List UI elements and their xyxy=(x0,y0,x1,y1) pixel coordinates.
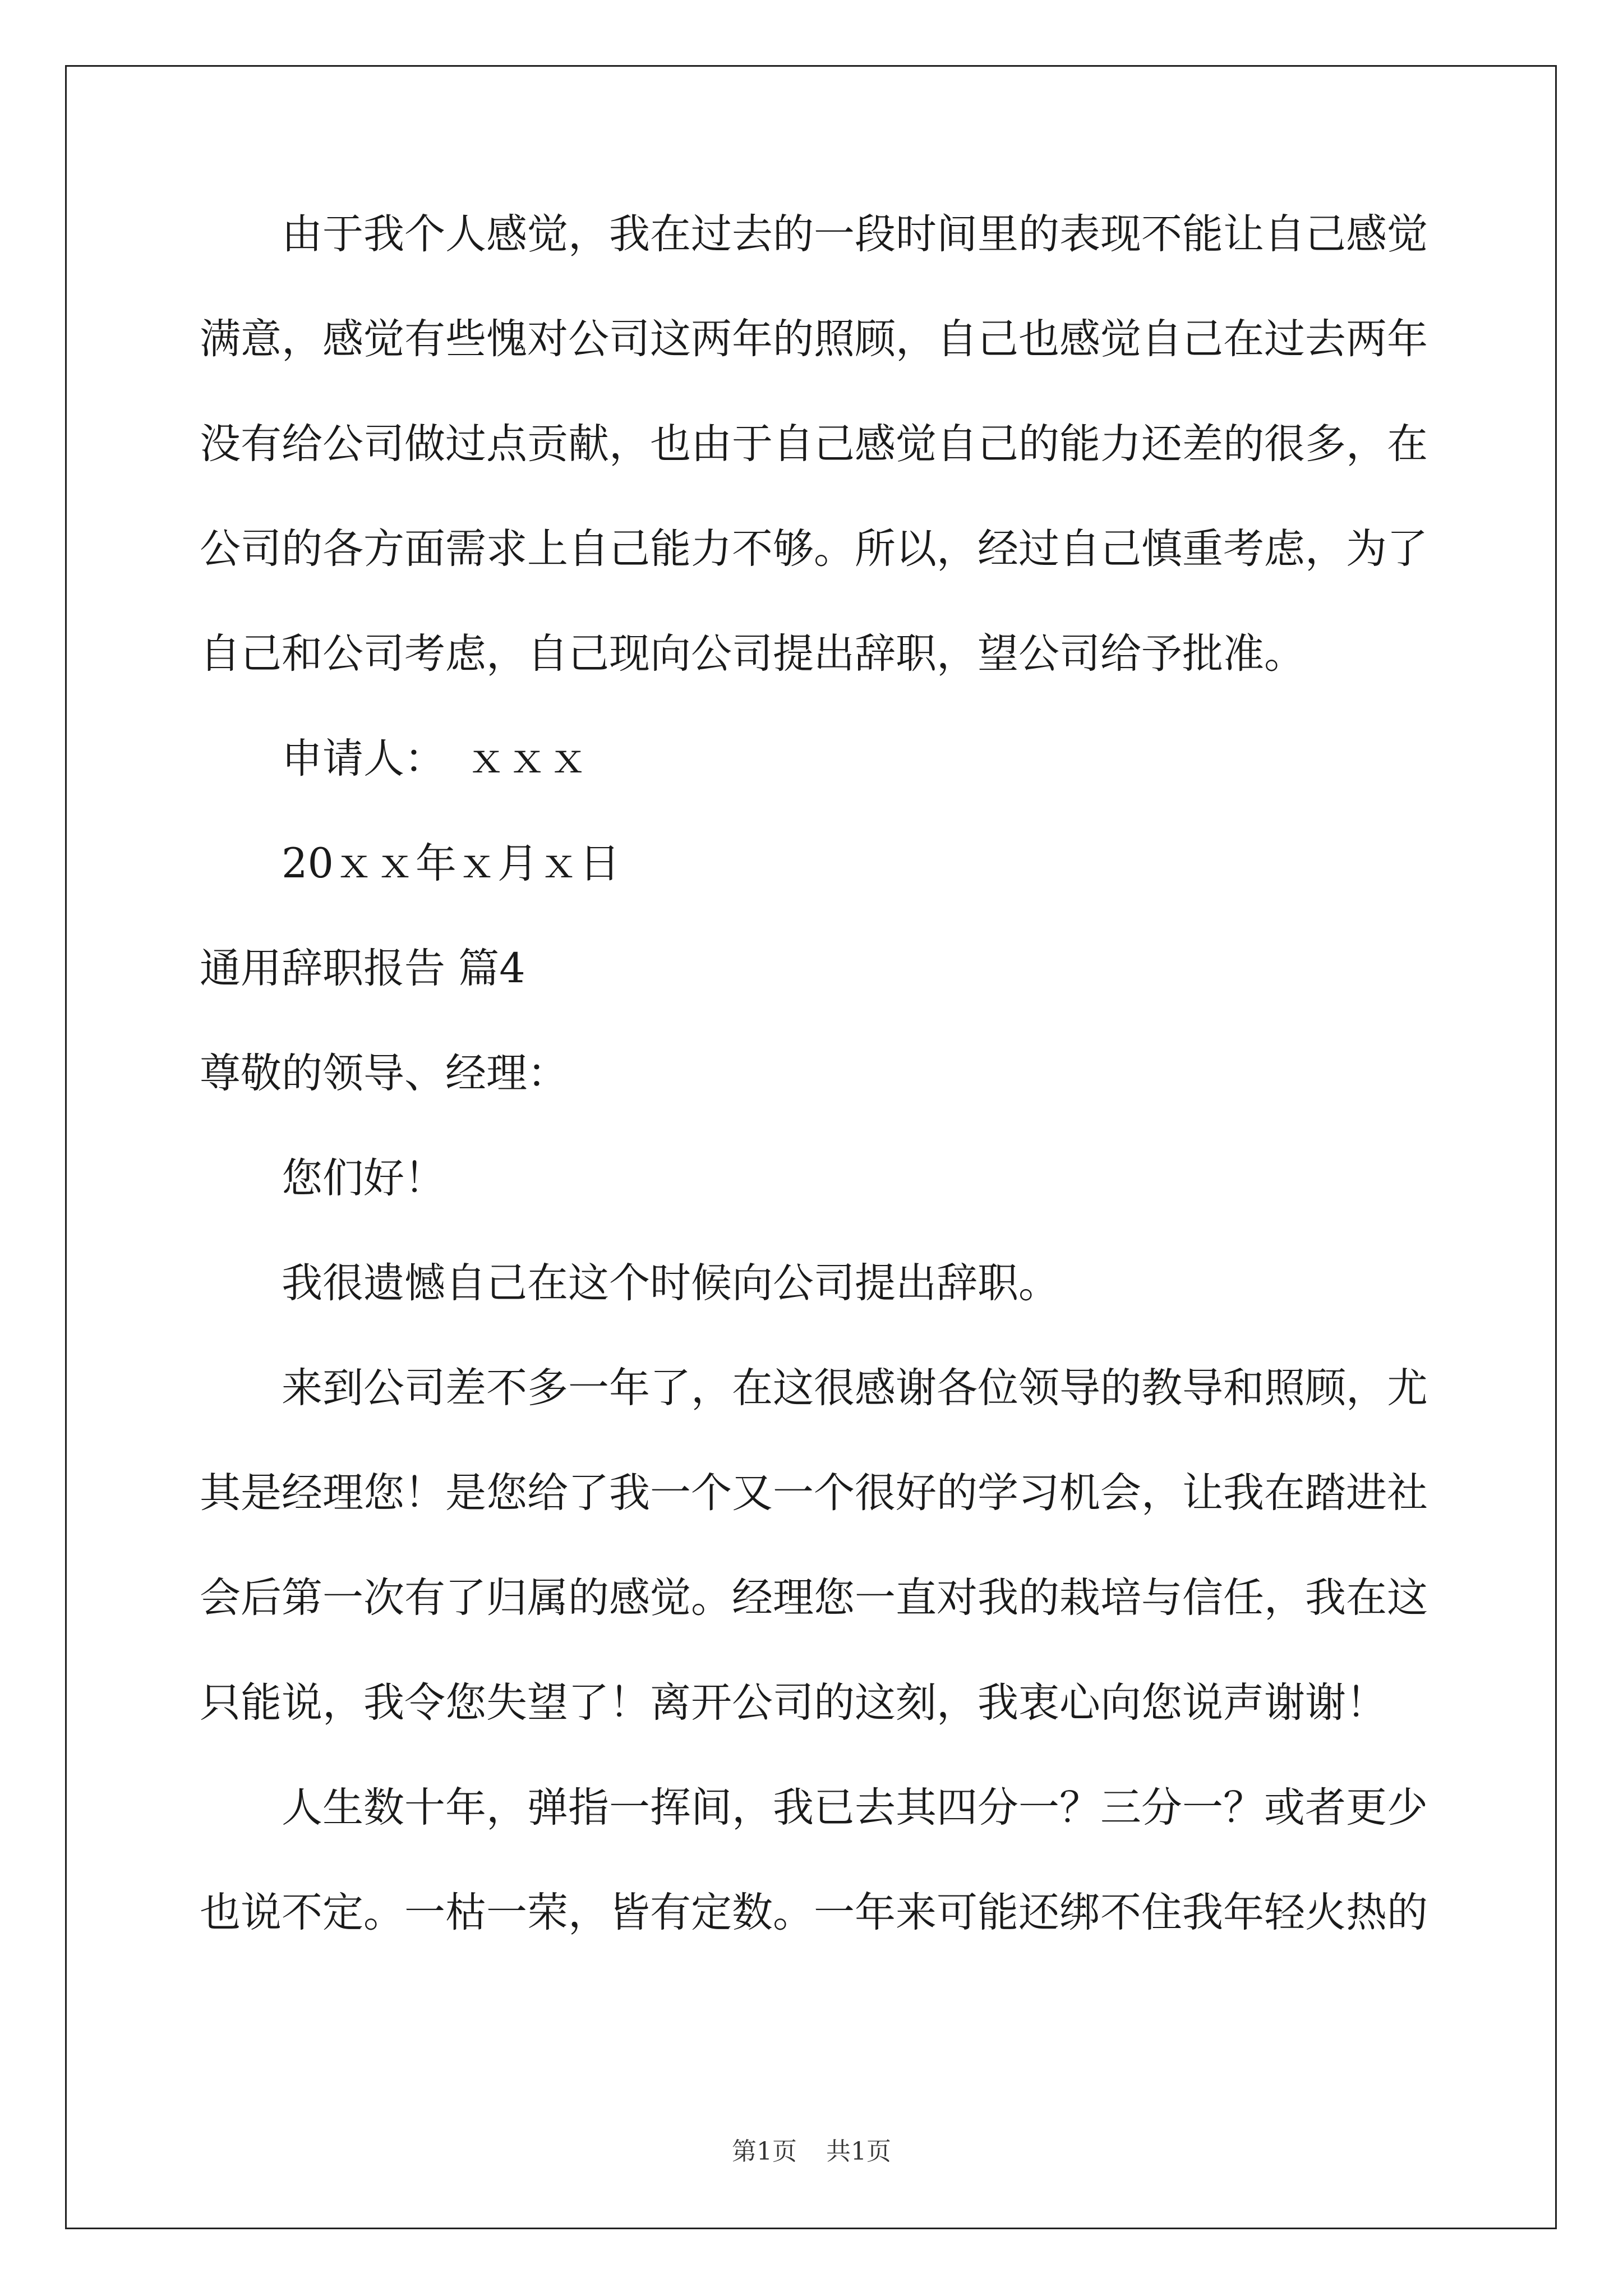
text-line: 只能说，我令您失望了！离开公司的这刻，我衷心向您说声谢谢！ xyxy=(200,1679,1387,1727)
applicant-line: 申请人： ｘｘｘ xyxy=(282,735,589,783)
text-line: 自己和公司考虑，自己现向公司提出辞职，望公司给予批准。 xyxy=(200,630,1305,678)
text-line: 其是经理您！是您给了我一个又一个很好的学习机会，让我在踏进社 xyxy=(200,1469,1428,1517)
page-number-total: 共1页 xyxy=(826,2137,891,2166)
text-line: 会后第一次有了归属的感觉。经理您一直对我的栽培与信任，我在这 xyxy=(200,1574,1428,1622)
salutation: 尊敬的领导、经理： xyxy=(200,1050,568,1097)
text-line: 由于我个人感觉，我在过去的一段时间里的表现不能让自己感觉 xyxy=(282,210,1428,258)
date-line: 20ｘｘ年ｘ月ｘ日 xyxy=(282,840,620,887)
document-body xyxy=(200,208,1428,1991)
text-line: 我很遗憾自己在这个时候向公司提出辞职。 xyxy=(282,1259,1059,1307)
text-line: 满意，感觉有些愧对公司这两年的照顾，自己也感觉自己在过去两年 xyxy=(200,315,1428,363)
text-line: 也说不定。一枯一荣，皆有定数。一年来可能还绑不住我年轻火热的 xyxy=(200,1889,1428,1936)
page-footer xyxy=(0,2136,1623,2168)
text-line: 来到公司差不多一年了，在这很感谢各位领导的教导和照顾，尤 xyxy=(282,1364,1428,1412)
section-heading: 通用辞职报告 篇4 xyxy=(200,945,525,992)
text-line: 公司的各方面需求上自己能力不够。所以，经过自己慎重考虑，为了 xyxy=(200,525,1428,573)
page-number-current: 第1页 xyxy=(732,2137,797,2166)
text-line: 没有给公司做过点贡献，也由于自己感觉自己的能力还差的很多，在 xyxy=(200,420,1428,468)
text-line: 人生数十年，弹指一挥间，我已去其四分一？三分一？或者更少 xyxy=(282,1784,1428,1832)
greeting: 您们好！ xyxy=(282,1154,445,1202)
